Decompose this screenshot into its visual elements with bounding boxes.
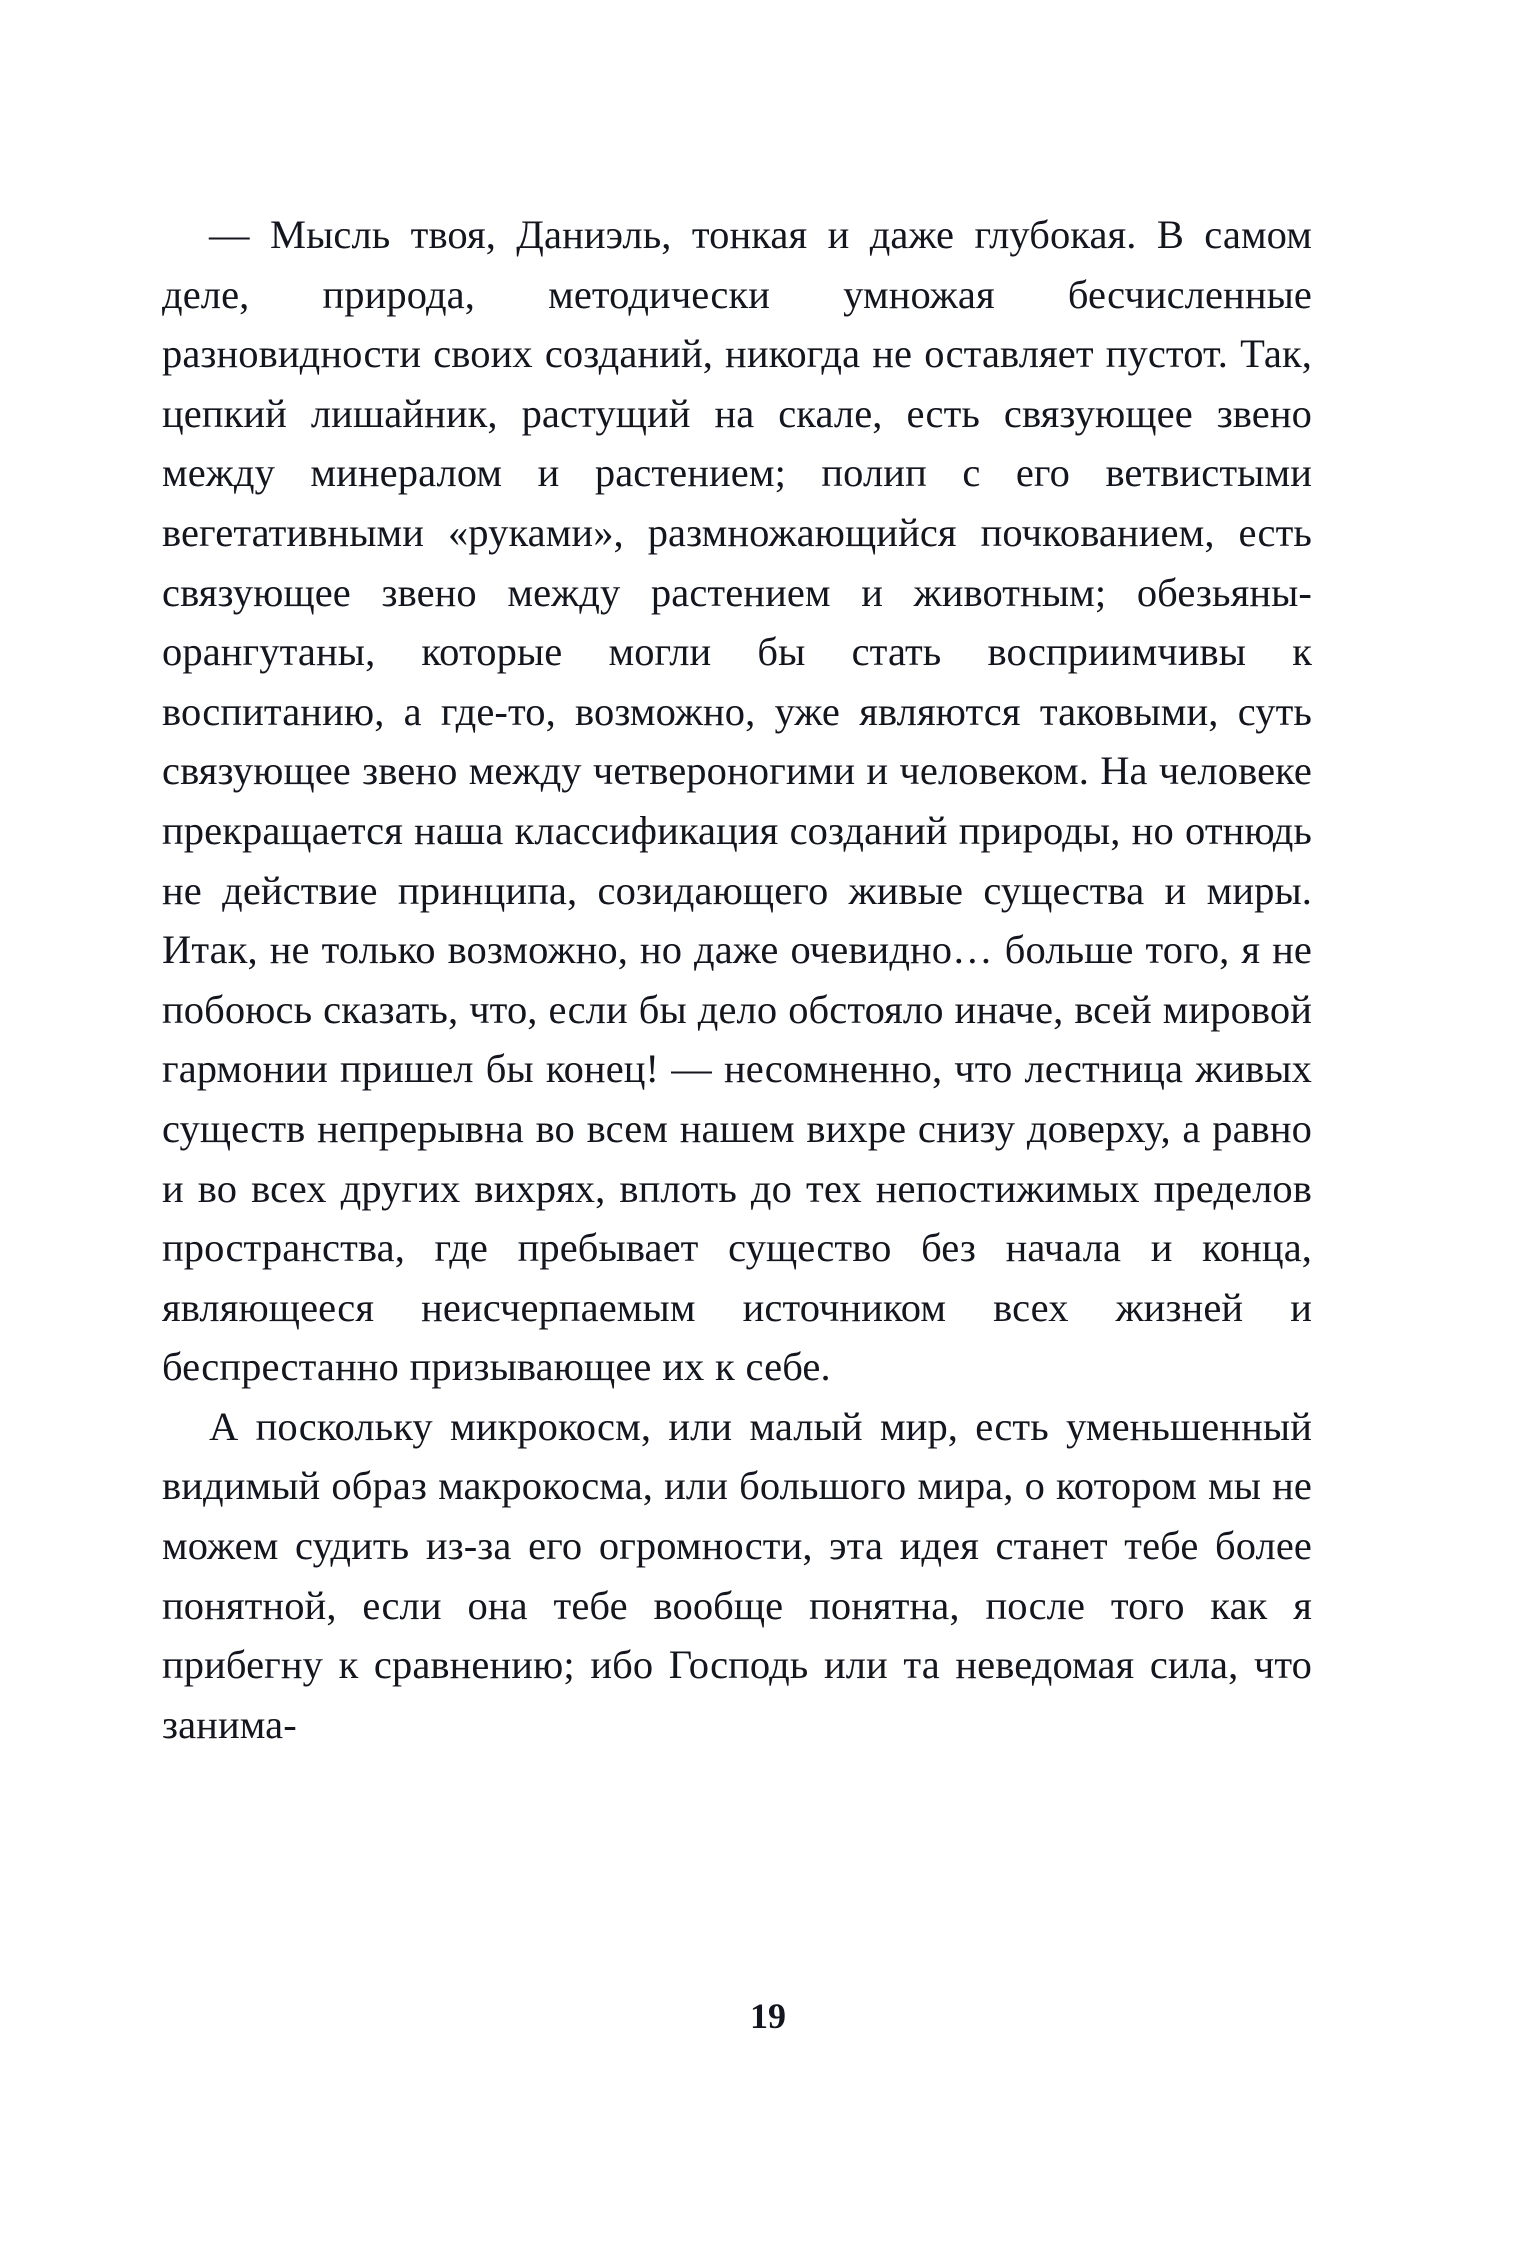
page-number: 19 bbox=[750, 1996, 786, 2036]
paragraph-1-text: — Мысль твоя, Даниэль, тонкая и даже глубокая. В самом деле, природа, методически умножая бесчисленные разновидности своих созданий, никогда не оставляет пустот. Так, цепкий лишайник, растущий на скале, есть связующее звено между минералом и растением; полип с его ветвистыми вегетативными «руками», размножающийся почкованием, есть связующее звено между растением и животным; обезьяны-орангутаны, которые могли бы стать восприимчивы к воспитанию, а где-то, возможно, уже являются таковыми, суть связующее звено между четвероногими и человеком. На человеке прекращается наша классификация созданий природы, но отнюдь не действие принципа, созидающего живые существа и миры. Итак, не только возможно, но даже очевидно… больше того, я не побоюсь сказать, что, если бы дело обстояло иначе, всей мировой гармонии пришел бы конец! — несомненно, что лестница живых существ непрерывна во всем нашем вихре снизу доверху, а равно и во всех других вихрях, вплоть до тех непостижимых пределов пространства, где пребывает существо без начала и конца, являющееся неисчерпаемым источником всех жизней и беспрестанно призывающее их к себе. bbox=[162, 212, 1312, 1390]
text-column bbox=[162, 205, 1312, 1754]
paragraph-1 bbox=[162, 205, 1312, 1397]
paragraph-2-text: А поскольку микрокосм, или малый мир, есть уменьшенный видимый образ макрокосма, или большого мира, о котором мы не можем судить из-за его огромности, эта идея станет тебе более понятной, если она тебе вообще понятна, после того как я прибегну к сравнению; ибо Господь или та неведомая сила, что занима- bbox=[162, 1403, 1312, 1747]
paragraph-2 bbox=[162, 1397, 1312, 1755]
